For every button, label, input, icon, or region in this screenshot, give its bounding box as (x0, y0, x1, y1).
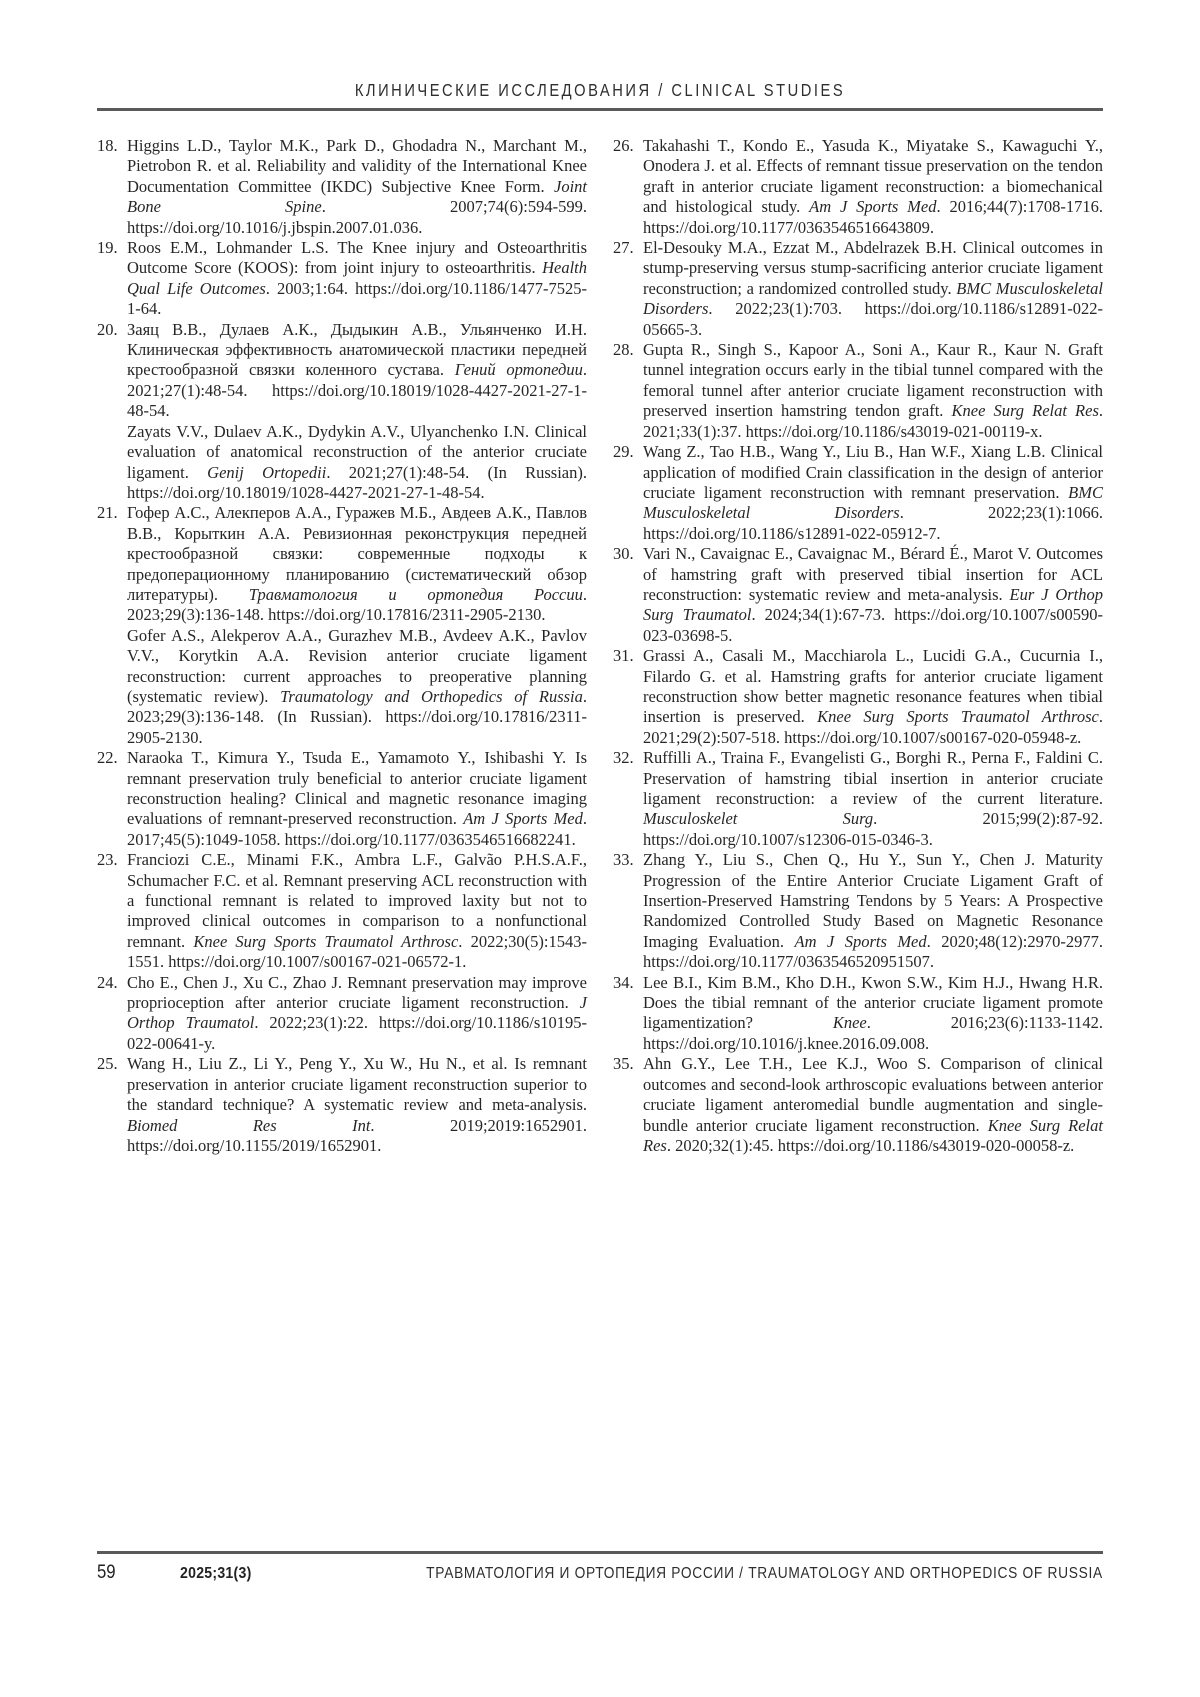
reference-number: 24. (97, 972, 118, 992)
reference-text (643, 442, 1103, 544)
reference-paragraph: Ruffilli A., Traina F., Evangelisti G., Borghi R., Perna F., Faldini C. Preservation of hamstring tibial insertion in anterior cruciate ligament reconstruction: a review of the current literature. Musculoskelet Surg. 2015;99(2):87-92. https://doi.org/10.1007/s12306-015-0346-3. (643, 748, 1103, 849)
reference-item (613, 136, 1103, 238)
reference-text (127, 503, 587, 748)
reference-number: 26. (613, 136, 634, 155)
reference-paragraph: Заяц В.В., Дулаев А.К., Дыдыкин А.В., Ульянченко И.Н. Клиническая эффективность анатомической пластики передней крестообразной связки коленного сустава. Гений ортопедии. 2021;27(1):48-54. https://doi.org/10.18019/1028-4427-2021-27-1-48-54. (127, 319, 587, 421)
reference-paragraph: Vari N., Cavaignac E., Cavaignac M., Bérard É., Marot V. Outcomes of hamstring graft with preserved tibial insertion for ACL reconstruction: systematic review and meta-analysis. Eur J Orthop Surg Traumatol. 2024;34(1):67-73. https://doi.org/10.1007/s00590-023-03698-5. (643, 544, 1103, 645)
reference-paragraph: Gupta R., Singh S., Kapoor A., Soni A., Kaur R., Kaur N. Graft tunnel integration occurs early in the tibial tunnel compared with the femoral tunnel after anterior cruciate ligament reconstruction with preserved insertion hamstring tendon graft. Knee Surg Relat Res. 2021;33(1):37. https://doi.org/10.1186/s43019-021-00119-x. (643, 340, 1103, 441)
reference-text (643, 340, 1103, 442)
reference-paragraph: Franciozi C.E., Minami F.K., Ambra L.F., Galvão P.H.S.A.F., Schumacher F.C. et al. Remnant preserving ACL reconstruction with a functional remnant is related to improved laxity but not to improved clinical outcomes in comparison to a nonfunctional remnant. Knee Surg Sports Traumatol Arthrosc. 2022;30(5):1543-1551. https://doi.org/10.1007/s00167-021-06572-1. (127, 850, 587, 972)
reference-paragraph: Gofer A.S., Alekperov A.A., Gurazhev M.B., Avdeev A.K., Pavlov V.V., Korytkin A.A. Revision anterior cruciate ligament reconstruction: current approaches to preoperative planning (systematic review). Traumatology and Orthopedics of Russia. 2023;29(3):136-148. (In Russian). https://doi.org/10.17816/2311-2905-2130. (127, 625, 587, 747)
reference-text (643, 646, 1103, 748)
reference-item (613, 442, 1103, 544)
reference-number: 34. (613, 972, 634, 992)
reference-number: 28. (613, 340, 634, 360)
reference-paragraph: Гофер А.С., Алекперов А.А., Гуражев М.Б., Авдеев А.К., Павлов В.В., Корыткин А.А. Ревизионная реконструкция передней крестообразной связки: современные подходы к предоперационному планированию (систематический обзор литературы). Травматология и ортопедия России. 2023;29(3):136-148. https://doi.org/10.17816/2311-2905-2130. (127, 503, 587, 625)
reference-text (127, 1054, 587, 1156)
reference-text (127, 973, 587, 1055)
reference-item (97, 850, 587, 972)
reference-text (643, 973, 1103, 1055)
reference-number: 31. (613, 646, 634, 666)
reference-item (613, 340, 1103, 442)
reference-number: 25. (97, 1054, 118, 1074)
reference-number: 20. (97, 319, 118, 339)
reference-text (643, 850, 1103, 972)
reference-number: 19. (97, 238, 118, 258)
reference-number: 22. (97, 748, 118, 768)
reference-text (127, 320, 587, 504)
reference-number: 32. (613, 748, 634, 768)
reference-paragraph: Wang Z., Tao H.B., Wang Y., Liu B., Han W.F., Xiang L.B. Clinical application of modified Crain classification in the design of anterior cruciate ligament reconstruction with remnant preservation. BMC Musculoskeletal Disorders. 2022;23(1):1066. https://doi.org/10.1186/s12891-022-05912-7. (643, 442, 1103, 543)
reference-item (97, 503, 587, 748)
reference-number: 27. (613, 238, 634, 258)
reference-item (97, 320, 587, 504)
reference-paragraph: Cho E., Chen J., Xu C., Zhao J. Remnant preservation may improve proprioception after anterior cruciate ligament reconstruction. J Orthop Traumatol. 2022;23(1):22. https://doi.org/10.1186/s10195-022-00641-y. (127, 972, 587, 1053)
reference-item (613, 748, 1103, 850)
reference-number: 21. (97, 503, 118, 523)
reference-text (643, 136, 1103, 238)
page-footer (97, 1562, 1103, 1584)
reference-paragraph: Wang H., Liu Z., Li Y., Peng Y., Xu W., Hu N., et al. Is remnant preservation in anterior cruciate ligament reconstruction superior to the standard technique? A systematic review and meta-analysis. Biomed Res Int. 2019;2019:1652901. https://doi.org/10.1155/2019/1652901. (127, 1054, 587, 1155)
reference-text (643, 238, 1103, 340)
reference-paragraph: El-Desouky M.A., Ezzat M., Abdelrazek B.H. Clinical outcomes in stump-preserving versus stump-sacrificing anterior cruciate ligament reconstruction; a randomized controlled study. BMC Musculoskeletal Disorders. 2022;23(1):703. https://doi.org/10.1186/s12891-022-05665-3. (643, 238, 1103, 339)
reference-text (127, 238, 587, 320)
reference-text (643, 748, 1103, 850)
reference-paragraph: Lee B.I., Kim B.M., Kho D.H., Kwon S.W., Kim H.J., Hwang H.R. Does the tibial remnant of the anterior cruciate ligament promote ligamentization? Knee. 2016;23(6):1133-1142. https://doi.org/10.1016/j.knee.2016.09.008. (643, 972, 1103, 1053)
reference-item (613, 238, 1103, 340)
reference-text (127, 850, 587, 972)
references-column-right (613, 136, 1103, 1156)
reference-paragraph: Zhang Y., Liu S., Chen Q., Hu Y., Sun Y., Chen J. Maturity Progression of the Entire Anterior Cruciate Ligament Graft of Insertion-Preserved Hamstring Tendons by 5 Years: A Prospective Randomized Controlled Study Based on Magnetic Resonance Imaging Evaluation. Am J Sports Med. 2020;48(12):2970-2977. https://doi.org/10.1177/0363546520951507. (643, 850, 1103, 972)
reference-item (97, 238, 587, 320)
reference-number: 29. (613, 442, 634, 462)
reference-item (613, 973, 1103, 1055)
references-column-left (97, 136, 587, 1156)
journal-title: ТРАВМАТОЛОГИЯ И ОРТОПЕДИЯ РОССИИ / TRAUMATOLOGY AND ORTHOPEDICS OF RUSSIA (426, 1565, 1103, 1582)
references-section (97, 136, 1103, 1156)
reference-number: 30. (613, 544, 634, 564)
reference-item (613, 544, 1103, 646)
running-head: КЛИНИЧЕСКИЕ ИССЛЕДОВАНИЯ / CLINICAL STUDIES (354, 80, 846, 100)
reference-paragraph: Ahn G.Y., Lee T.H., Lee K.J., Woo S. Comparison of clinical outcomes and second-look arthroscopic evaluations between anterior cruciate ligament anteromedial bundle augmentation and single-bundle anterior cruciate ligament reconstruction. Knee Surg Relat Res. 2020;32(1):45. https://doi.org/10.1186/s43019-020-00058-z. (643, 1054, 1103, 1155)
reference-item (97, 748, 587, 850)
reference-item (613, 1054, 1103, 1156)
reference-text (643, 1054, 1103, 1156)
reference-number: 18. (97, 136, 118, 155)
reference-number: 23. (97, 850, 118, 870)
reference-item (97, 136, 587, 238)
reference-text (643, 544, 1103, 646)
issue-label: 2025;31(3) (180, 1565, 252, 1582)
reference-paragraph: Zayats V.V., Dulaev A.K., Dydykin A.V., Ulyanchenko I.N. Clinical evaluation of anatomical reconstruction of the anterior cruciate ligament. Genij Ortopedii. 2021;27(1):48-54. (In Russian). https://doi.org/10.18019/1028-4427-2021-27-1-48-54. (127, 421, 587, 502)
reference-item (613, 646, 1103, 748)
reference-paragraph: Higgins L.D., Taylor M.K., Park D., Ghodadra N., Marchant M., Pietrobon R. et al. Reliability and validity of the International Knee Documentation Committee (IKDC) Subjective Knee Form. Joint Bone Spine. 2007;74(6):594-599. https://doi.org/10.1016/j.jbspin.2007.01.036. (127, 136, 587, 237)
reference-item (97, 973, 587, 1055)
reference-number: 35. (613, 1054, 634, 1074)
reference-paragraph: Naraoka T., Kimura Y., Tsuda E., Yamamoto Y., Ishibashi Y. Is remnant preservation truly beneficial to anterior cruciate ligament reconstruction healing? Clinical and magnetic resonance imaging evaluations of remnant-preserved reconstruction. Am J Sports Med. 2017;45(5):1049-1058. https://doi.org/10.1177/0363546516682241. (127, 748, 587, 849)
header-rule (97, 108, 1103, 111)
reference-text (127, 136, 587, 238)
reference-item (97, 1054, 587, 1156)
reference-item (613, 850, 1103, 972)
footer-rule (97, 1551, 1103, 1554)
reference-paragraph: Grassi A., Casali M., Macchiarola L., Lucidi G.A., Cucurnia I., Filardo G. et al. Hamstring grafts for anterior cruciate ligament reconstruction show better magnetic resonance features when tibial insertion is preserved. Knee Surg Sports Traumatol Arthrosc. 2021;29(2):507-518. https://doi.org/10.1007/s00167-020-05948-z. (643, 646, 1103, 747)
reference-paragraph: Roos E.M., Lohmander L.S. The Knee injury and Osteoarthritis Outcome Score (KOOS): from joint injury to osteoarthritis. Health Qual Life Outcomes. 2003;1:64. https://doi.org/10.1186/1477-7525-1-64. (127, 238, 587, 319)
reference-number: 33. (613, 850, 634, 870)
reference-paragraph: Takahashi T., Kondo E., Yasuda K., Miyatake S., Kawaguchi Y., Onodera J. et al. Effects of remnant tissue preservation on the tendon graft in anterior cruciate ligament reconstruction: a biomechanical and histological study. Am J Sports Med. 2016;44(7):1708-1716. https://doi.org/10.1177/0363546516643809. (643, 136, 1103, 237)
reference-text (127, 748, 587, 850)
page-number: 59 (97, 1562, 116, 1583)
